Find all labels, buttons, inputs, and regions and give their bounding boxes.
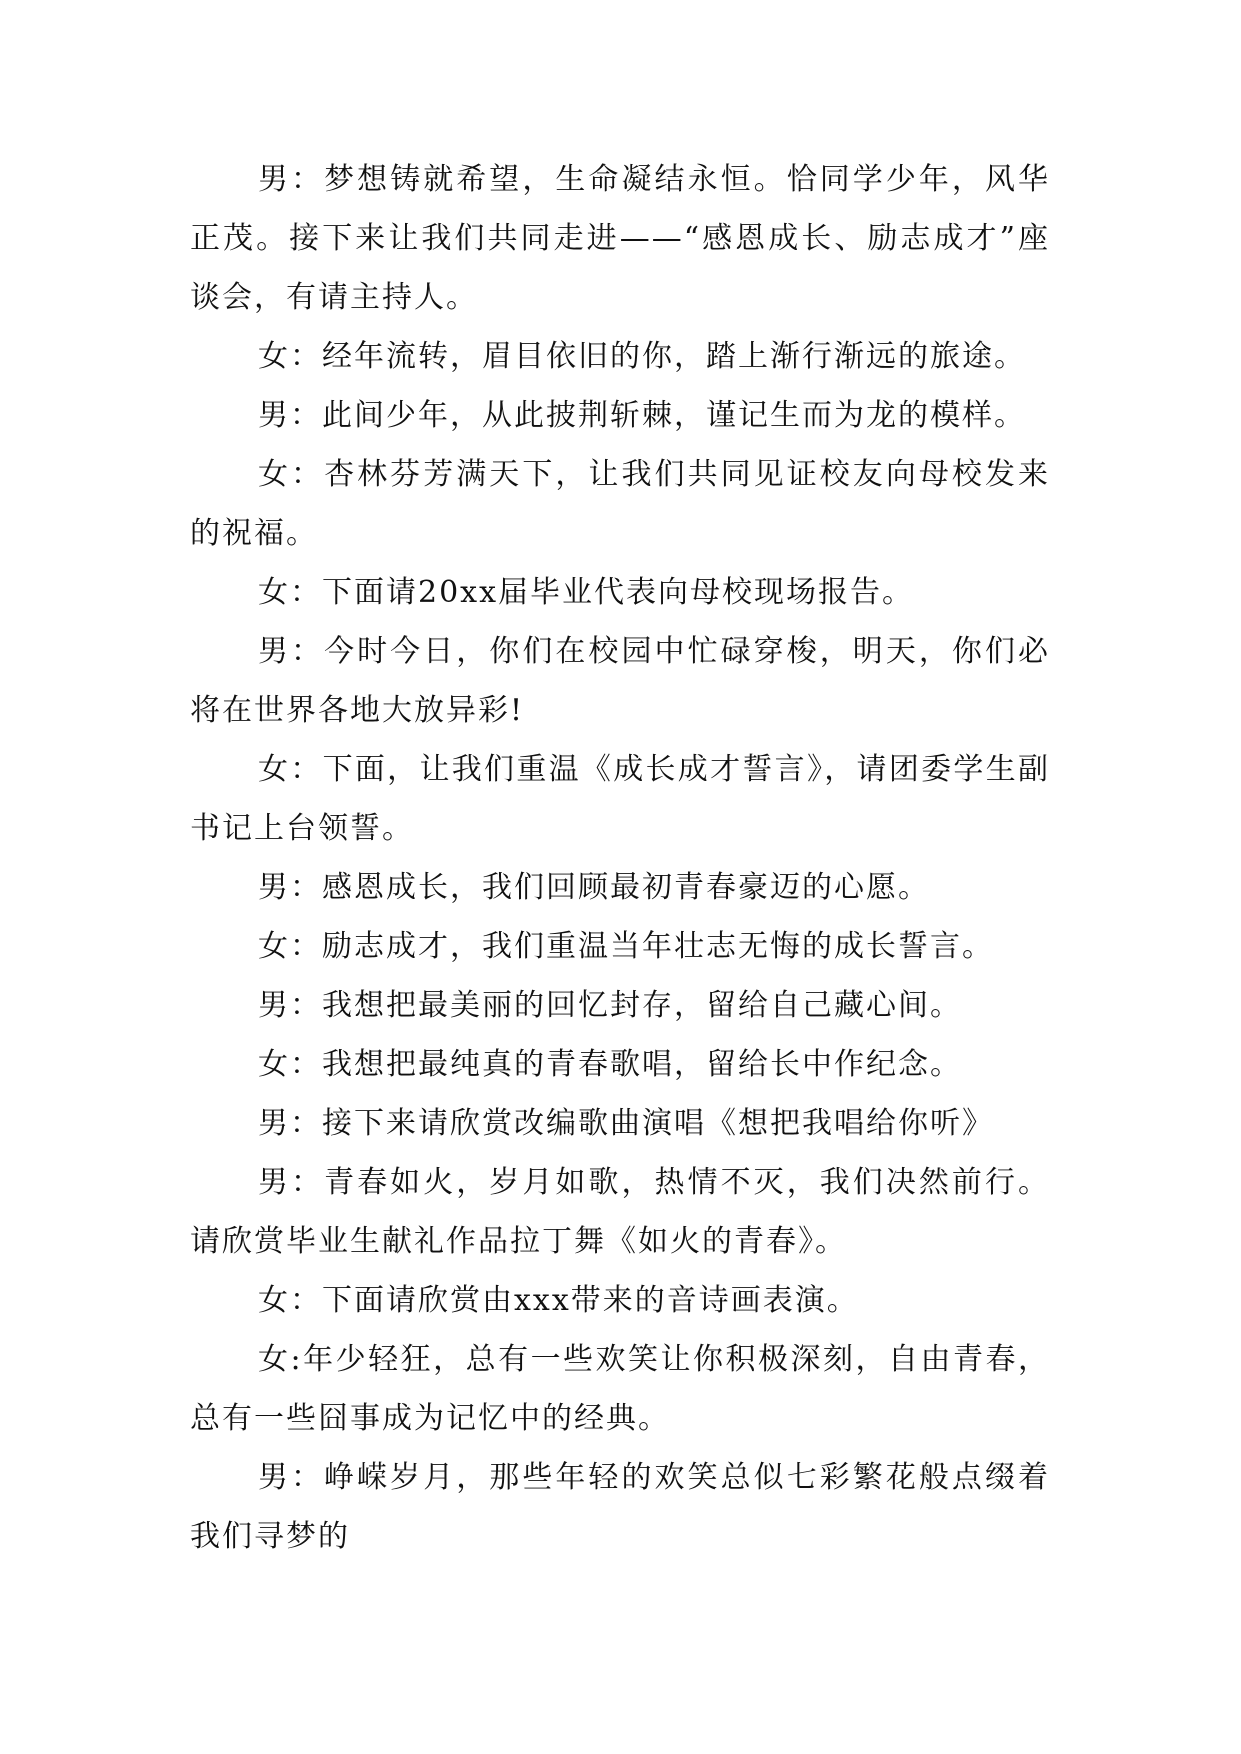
paragraph-gratitude: 男：感恩成长，我们回顾最初青春豪迈的心愿。 — [258, 870, 930, 905]
paragraph-dance: 男：青春如火，岁月如歌，热情不灭，我们决然前行。请欣赏毕业生献礼作品拉丁舞《如火的青春》。 — [190, 1165, 1050, 1259]
paragraph-alumni-blessing: 女：杏林芬芳满天下，让我们共同见证校友向母校发来的祝福。 — [190, 457, 1050, 551]
paragraph-oath: 女：下面，让我们重温《成长成才誓言》，请团委学生副书记上台领誓。 — [190, 752, 1050, 846]
paragraph-poetry: 女：下面请欣赏由xxx带来的音诗画表演。 — [258, 1283, 859, 1318]
paragraph-youthful-days: 女:年少轻狂，总有一些欢笑让你积极深刻，自由青春，总有一些囧事成为记忆中的经典。 — [190, 1342, 1050, 1436]
paragraph-memories: 男：我想把最美丽的回忆封存，留给自己藏心间。 — [258, 988, 962, 1023]
paragraph-opening: 男：梦想铸就希望，生命凝结永恒。恰同学少年，风华正茂。接下来让我们共同走进——“感恩成长、励志成才”座谈会，有请主持人。 — [190, 162, 1050, 315]
paragraph-aspiration: 女：励志成才，我们重温当年壮志无悔的成长誓言。 — [258, 929, 994, 964]
document-page — [190, 150, 1050, 1566]
paragraph-sing-youth: 女：我想把最纯真的青春歌唱，留给长中作纪念。 — [258, 1047, 962, 1082]
paragraph-closing: 男：峥嵘岁月，那些年轻的欢笑总似七彩繁花般点缀着我们寻梦的 — [190, 1460, 1050, 1554]
paragraph-song: 男：接下来请欣赏改编歌曲演唱《想把我唱给你听》 — [258, 1106, 994, 1141]
paragraph-journey: 女：经年流转，眉目依旧的你，踏上渐行渐远的旅途。 — [258, 339, 1026, 374]
paragraph-graduate-report: 女：下面请20xx届毕业代表向母校现场报告。 — [258, 575, 915, 610]
paragraph-campus: 男：今时今日，你们在校园中忙碌穿梭，明天，你们必将在世界各地大放异彩! — [190, 634, 1050, 728]
paragraph-youth: 男：此间少年，从此披荆斩棘，谨记生而为龙的模样。 — [258, 398, 1026, 433]
